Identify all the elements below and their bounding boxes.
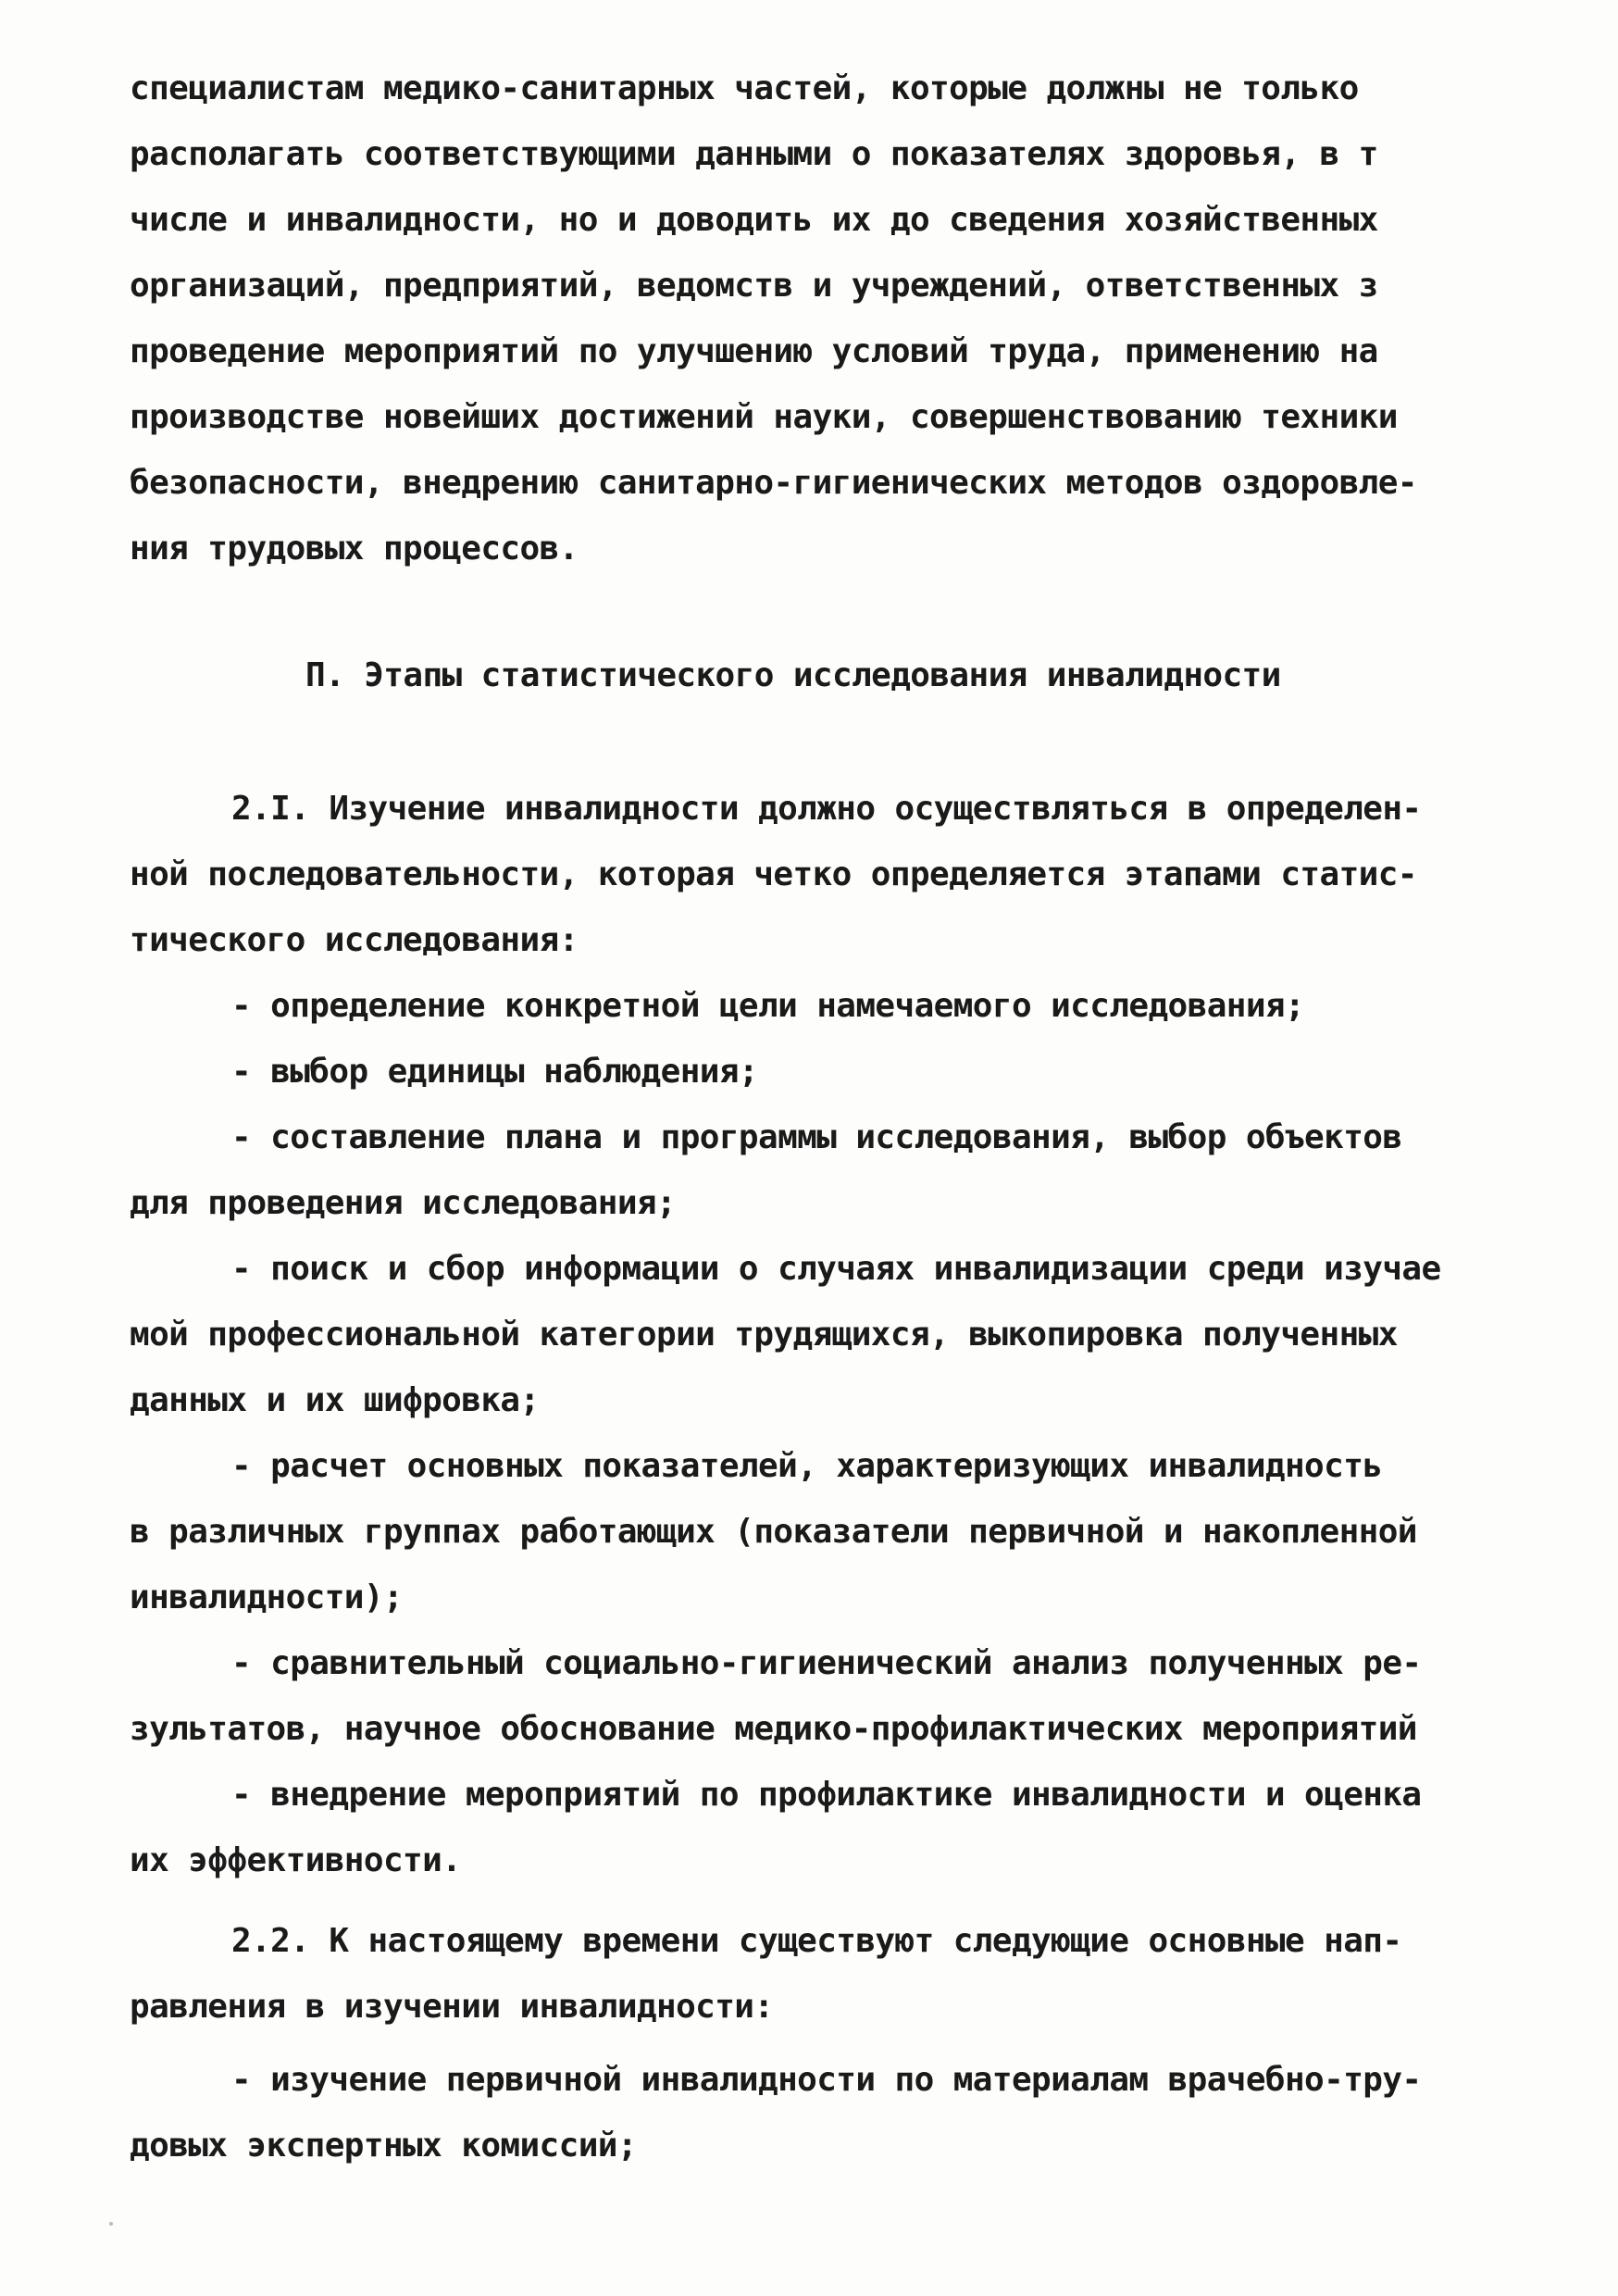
text-line: проведение мероприятий по улучшению условий труда, применению на (130, 332, 1378, 370)
text-line: равления в изучении инвалидности: (130, 1988, 774, 2026)
list-item: - сравнительный социально-гигиенический анализ полученных ре- (231, 1644, 1422, 1682)
text-line: производстве новейших достижений науки, совершенствованию техники (130, 398, 1398, 436)
list-item-continuation: для проведения исследования; (130, 1184, 677, 1222)
list-item-continuation: мой профессиональной категории трудящихся, выкопировка полученных (130, 1316, 1398, 1354)
list-item: - выбор единицы наблюдения; (231, 1053, 758, 1091)
list-item-continuation: их эффективности. (130, 1841, 462, 1879)
list-item-continuation: инвалидности); (130, 1578, 404, 1616)
text-line: располагать соответствующими данными о показателях здоровья, в т (130, 135, 1378, 173)
text-line: тического исследования: (130, 921, 579, 959)
list-item-continuation: зультатов, научное обоснование медико-профилактических мероприятий (130, 1710, 1417, 1748)
text-line: ной последовательности, которая четко определяется этапами статис- (130, 855, 1417, 893)
list-item: - внедрение мероприятий по профилактике инвалидности и оценка (231, 1776, 1422, 1814)
list-item-continuation: довых экспертных комиссий; (130, 2127, 637, 2165)
list-item: - изучение первичной инвалидности по материалам врачебно-тру- (231, 2061, 1422, 2099)
scan-speck (109, 2222, 113, 2226)
text-line: 2.I. Изучение инвалидности должно осуществляться в определен- (231, 790, 1422, 828)
section-heading: П. Этапы статистического исследования инвалидности (305, 656, 1281, 694)
text-line: безопасности, внедрению санитарно-гигиенических методов оздоровле- (130, 464, 1417, 502)
text-line: организаций, предприятий, ведомств и учреждений, ответственных з (130, 267, 1378, 305)
text-line: числе и инвалидности, но и доводить их до сведения хозяйственных (130, 201, 1378, 239)
text-line: 2.2. К настоящему времени существуют следующие основные нап- (231, 1922, 1402, 1960)
text-line: ния трудовых процессов. (130, 530, 579, 568)
text-line: специалистам медико-санитарных частей, которые должны не только (130, 69, 1359, 107)
list-item: - определение конкретной цели намечаемого исследования; (231, 987, 1305, 1025)
list-item-continuation: в различных группах работающих (показатели первичной и накопленной (130, 1513, 1417, 1551)
list-item: - составление плана и программы исследования, выбор объектов (231, 1118, 1402, 1156)
list-item: - расчет основных показателей, характеризующих инвалидность (231, 1447, 1383, 1485)
list-item-continuation: данных и их шифровка; (130, 1381, 540, 1419)
list-item: - поиск и сбор информации о случаях инвалидизации среди изучае (231, 1250, 1441, 1288)
